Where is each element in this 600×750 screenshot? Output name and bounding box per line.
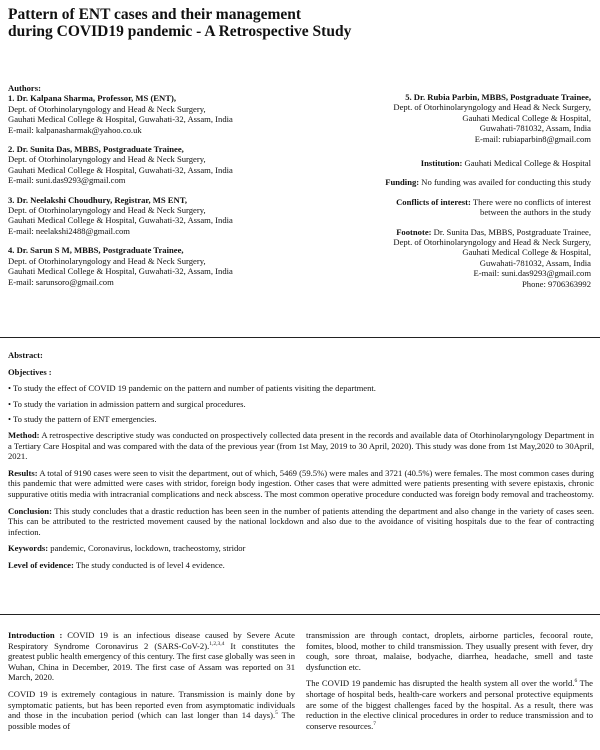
author-dept: Dept. of Otorhinolaryngology and Head & Neck Surgery,: [8, 103, 206, 114]
introduction-paragraph: [8, 630, 295, 683]
institution-label: Institution:: [420, 158, 463, 169]
para4-text-a: The COVID 19 pandemic has disrupted the health system all over the world.: [306, 678, 575, 689]
citation: 6: [574, 678, 578, 685]
title-line-1: Pattern of ENT cases and their management: [8, 6, 302, 23]
keywords-label: Keywords:: [8, 543, 49, 554]
author-name: 4. Dr. Sarun S M, MBBS, Postgraduate Trainee,: [8, 245, 184, 256]
author-name: 1. Dr. Kalpana Sharma, Professor, MS (ENT),: [8, 93, 176, 104]
results-text: A total of 9190 cases were seen to visit the department, out of which, 5469 (59.5%) were males and 3721 (40.5%) were females. The most common cases during this pandemic that were admitted were cases with stridor, foreign body ingestion. Other cases that were admitted were patients presenting with severe epistaxis, chronic suppurative otitis media with intracranial complications and neck abscess. The most common operative procedure conducted was foreign body removal and tracheostomy.: [8, 467, 594, 499]
abstract-heading: Abstract:: [8, 350, 43, 360]
author-affiliation: Gauhati Medical College & Hospital, Guwahati-32, Assam, India: [8, 266, 233, 277]
intro-text-b: It constitutes the greatest public health emergency of this century. The first case globally was seen in Wuhan, China in December, 2019. The first case of Assam was reported on 31 March, 2020.: [8, 640, 296, 683]
author-email: E-mail: neelakshi2488@gmail.com: [8, 225, 130, 236]
citation: 1,2,3,4: [209, 640, 225, 647]
institution-value: Gauhati Medical College & Hospital: [464, 158, 591, 169]
objective-item: • To study the variation in admission pattern and surgical procedures.: [8, 398, 246, 409]
title-line-2: during COVID19 pandemic - A Retrospective Study: [8, 23, 352, 40]
para2-text-b: The possible modes of: [8, 710, 295, 731]
footnote-phone: Phone: 9706363992: [522, 278, 591, 289]
conclusion-label: Conclusion:: [8, 505, 52, 516]
citation: 5: [275, 710, 278, 717]
footnote-line-1: Dr. Sunita Das, MBBS, Postgraduate Trainee,: [433, 226, 591, 237]
funding-value: No funding was availed for conducting this study: [421, 177, 591, 188]
author-name: 3. Dr. Neelakshi Choudhury, Registrar, MS ENT,: [8, 194, 187, 205]
author-email: E-mail: suni.das9293@gmail.com: [8, 175, 126, 186]
intro-text-a: COVID 19 is an infectious disease caused by Severe Acute Respiratory Syndrome Coronavirus 2 (SARS-CoV-2).: [8, 630, 295, 651]
para2-text-a: COVID 19 is extremely contagious in nature. Transmission is mainly done by symptomatic patients, but has been reported even from asymptomatic individuals and those in the incubation period (which can last longer than 14 days).: [8, 688, 295, 721]
abstract-section: [8, 350, 594, 577]
author-affiliation: Gauhati Medical College & Hospital,: [462, 112, 591, 123]
body-paragraph-3: transmission are through contact, droplets, airborne particles, fecooral route, fomites, blood, mother to child transmission. They usually present with fever, dry cough, sore throat, malaise, bodyache, diarrhea, headache, smell and taste dysfunction etc.: [306, 630, 593, 672]
author-affiliation: Gauhati Medical College & Hospital, Guwahati-32, Assam, India: [8, 215, 233, 226]
evidence-label: Level of evidence:: [8, 559, 74, 570]
evidence-paragraph: [8, 560, 594, 571]
author-address: Guwahati-781032, Assam, India: [479, 123, 591, 134]
author-email: E-mail: rubiaparbin8@gmail.com: [474, 133, 591, 144]
conflicts-line-2: between the authors in the study: [480, 207, 591, 218]
author-email: E-mail: kalpanasharmak@yahoo.co.uk: [8, 124, 142, 135]
conflicts-label: Conflicts of interest:: [396, 196, 471, 207]
body-left-column: [8, 630, 295, 737]
conclusion-paragraph: [8, 506, 594, 538]
author-5: [300, 92, 591, 144]
funding-label: Funding:: [385, 177, 420, 188]
author-affiliation: Gauhati Medical College & Hospital, Guwahati-32, Assam, India: [8, 164, 233, 175]
footnote: [300, 227, 591, 289]
divider-top: [0, 337, 600, 338]
info-column: [300, 92, 591, 298]
conflicts-line-1: There were no conflicts of interest: [472, 196, 591, 207]
author-affiliation: Gauhati Medical College & Hospital, Guwahati-32, Assam, India: [8, 114, 233, 125]
author-4: [8, 245, 308, 287]
results-paragraph: [8, 468, 594, 500]
method-paragraph: [8, 430, 594, 462]
divider-bottom: [0, 614, 600, 615]
author-3: [8, 195, 308, 237]
author-dept: Dept. of Otorhinolaryngology and Head & Neck Surgery,: [8, 205, 206, 216]
author-1: [8, 93, 308, 135]
conflicts: [300, 197, 591, 218]
authors-heading: Authors:: [8, 83, 41, 93]
method-text: A retrospective descriptive study was conducted on prospectively collected data present in the records and available data of Otorhinolaryngology Department in a Tertiary Care Hospital and was compared with the data of the previous year (from 1st May, 2019 to 30 April, 2020). This study was done from 1st May,2020 to 30April, 2021.: [8, 429, 594, 462]
footnote-dept: Dept. of Otorhinolaryngology and Head & Neck Surgery,: [393, 237, 591, 248]
method-label: Method:: [8, 429, 40, 440]
evidence-text: The study conducted is of level 4 evidence.: [75, 559, 225, 570]
body-paragraph-2: [8, 689, 295, 731]
keywords-text: pandemic, Coronavirus, lockdown, tracheostomy, stridor: [50, 543, 246, 554]
objective-item: • To study the effect of COVID 19 pandemic on the pattern and number of patients visiting the department.: [8, 383, 376, 394]
objectives-heading: Objectives :: [8, 366, 52, 377]
citation: 7: [373, 720, 377, 727]
keywords-paragraph: [8, 543, 594, 554]
author-dept: Dept. of Otorhinolaryngology and Head & Neck Surgery,: [8, 255, 206, 266]
footnote-address: Guwahati-781032, Assam, India: [479, 257, 591, 268]
conclusion-text: This study concludes that a drastic reduction has been seen in the number of patients attending the department and also change in the variety of cases seen. This can be attributed to the restricted movement caused by the national lockdown and also due to the avoidance of visiting hospitals due to the fear of contracting infection.: [8, 505, 594, 537]
footnote-label: Footnote:: [396, 226, 432, 237]
author-email: E-mail: sarunsoro@gmail.com: [8, 276, 114, 287]
author-dept: Dept. of Otorhinolaryngology and Head & Neck Surgery,: [393, 102, 591, 113]
para4-text-b: The shortage of hospital beds, health-care workers and personal protective equipments are some of the biggest challenges faced by the hospital. As a result, there was reduction in the elective clinical procedures in order to reduce transmission and to conserve resources.: [306, 678, 594, 731]
body-right-column: [306, 630, 593, 737]
body-paragraph-4: [306, 678, 593, 731]
introduction-label: Introduction :: [8, 630, 63, 640]
author-dept: Dept. of Otorhinolaryngology and Head & Neck Surgery,: [8, 154, 206, 165]
authors-column: [8, 83, 308, 296]
funding: [300, 177, 591, 187]
author-name: 2. Dr. Sunita Das, MBBS, Postgraduate Trainee,: [8, 144, 184, 155]
objective-item: • To study the pattern of ENT emergencies.: [8, 414, 157, 425]
author-2: [8, 144, 308, 186]
footnote-email: E-mail: suni.das9293@gmail.com: [473, 268, 591, 279]
footnote-affiliation: Gauhati Medical College & Hospital,: [462, 247, 591, 258]
article-title: [8, 6, 488, 40]
author-name: 5. Dr. Rubia Parbin, MBBS, Postgraduate Trainee,: [405, 92, 591, 102]
institution: [300, 158, 591, 168]
results-label: Results:: [8, 467, 38, 478]
